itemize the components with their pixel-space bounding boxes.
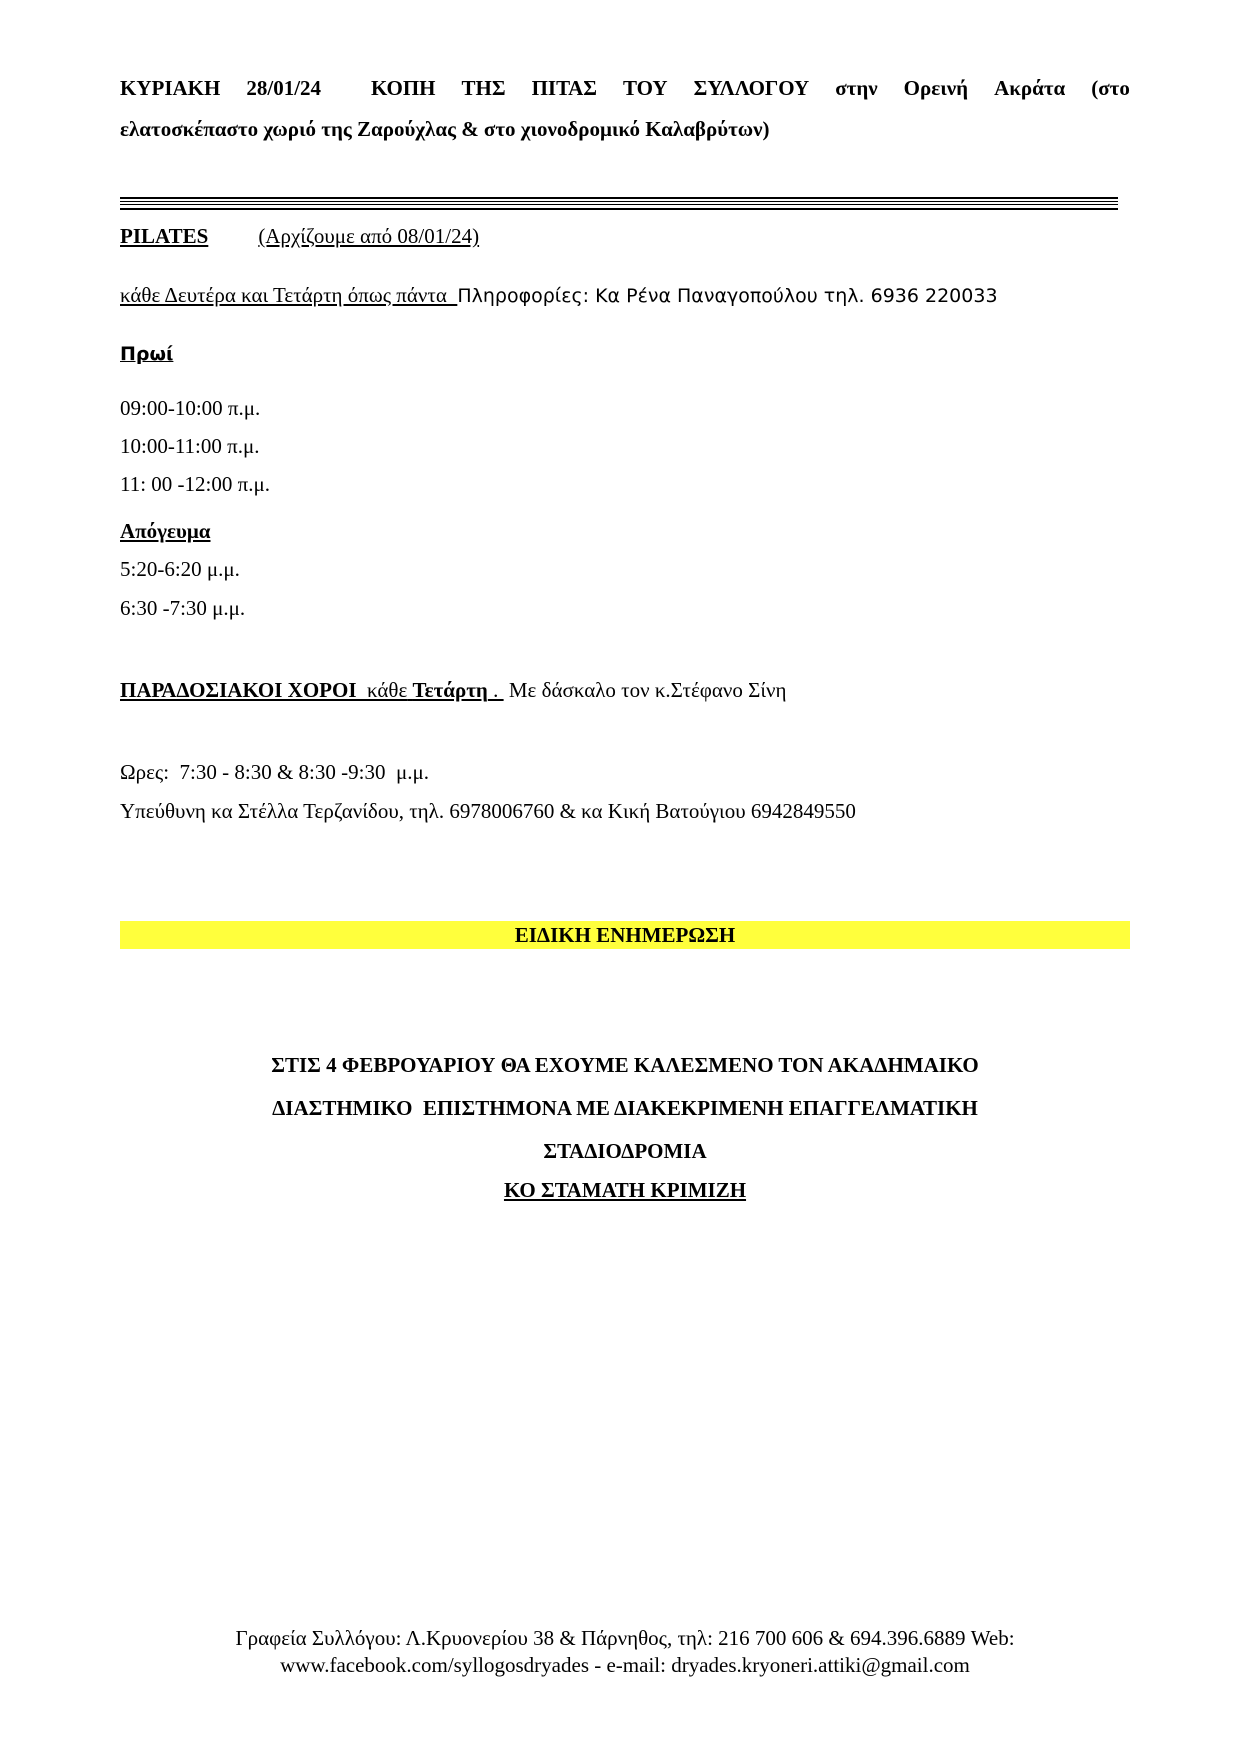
guest-name: ΚΟ ΣΤΑΜΑΤΗ ΚΡΙΜΙΖΗ [503,1178,747,1202]
footer-line-1: Γραφεία Συλλόγου: Λ.Κρυονερίου 38 & Πάρνηθος, τηλ: 216 700 606 & 694.396.6889 Web: [235,1626,1015,1650]
morning-slot: 10:00-11:00 π.μ. [120,434,260,458]
separator-line [120,197,1118,210]
header-word: ΤΟΥ [622,76,668,100]
pilates-title: PILATES [120,224,209,248]
morning-slot: 11: 00 -12:00 π.μ. [120,472,270,496]
dances-responsible: Υπεύθυνη κα Στέλλα Τερζανίδου, τηλ. 6978006760 & κα Κική Βατούγιου 6942849550 [120,799,856,823]
footer-line-2: www.facebook.com/syllogosdryades - e-mail: dryades.kryoneri.attiki@gmail.com [280,1653,970,1677]
afternoon-slot: 5:20-6:20 μ.μ. [120,557,240,581]
dances-title: ΠΑΡΑΔΟΣΙΑΚΟΙ ΧΟΡΟΙ [120,678,357,702]
header-line-2: ελατοσκέπαστο χωριό της Ζαρούχλας & στο χιονοδρομικό Καλαβρύτων) [120,117,770,141]
pilates-days-row [120,283,998,308]
dances-every: κάθε [367,678,408,702]
dances-dot: . [487,678,504,702]
header-word: ΚΥΡΙΑΚΗ [120,76,221,100]
header-word: ΠΙΤΑΣ [531,76,597,100]
special-highlight-bar [120,921,1130,949]
header-word: 28/01/24 [246,76,322,100]
pilates-subtitle: (Αρχίζουμε από 08/01/24) [258,224,480,248]
morning-slot: 09:00-10:00 π.μ. [120,396,261,420]
header-line-1 [120,76,1130,101]
dances-teacher: Με δάσκαλο τον κ.Στέφανο Σίνη [508,678,787,702]
pilates-days: κάθε Δευτέρα και Τετάρτη όπως πάντα [120,283,458,307]
dances-row [120,678,786,703]
header-word: ΤΗΣ [461,76,506,100]
header-word: Ακράτα [994,76,1066,100]
afternoon-heading: Απόγευμα [120,519,211,543]
header-word: στην [835,76,878,100]
morning-heading: Πρωί [120,343,174,365]
special-title: ΕΙΔΙΚΗ ΕΝΗΜΕΡΩΣΗ [514,923,736,947]
header-word: (στο [1091,76,1130,100]
pilates-heading [120,224,479,249]
special-line-1: ΣΤΙΣ 4 ΦΕΒΡΟΥΑΡΙΟΥ ΘΑ ΕΧΟΥΜΕ ΚΑΛΕΣΜΕΝΟ ΤΟΝ ΑΚΑΔΗΜΑΙΚΟ [271,1053,979,1077]
header-word: ΚΟΠΗ [371,76,436,100]
header-word: ΣΥΛΛΟΓΟΥ [693,76,810,100]
afternoon-slot: 6:30 -7:30 μ.μ. [120,596,246,620]
pilates-info: Πληροφορίες: Κα Ρένα Παναγοπούλου τηλ. 6936 220033 [457,285,998,307]
special-line-2: ΔΙΑΣΤΗΜΙΚΟ ΕΠΙΣΤΗΜΟΝΑ ΜΕ ΔΙΑΚΕΚΡΙΜΕΝΗ ΕΠΑΓΓΕΛΜΑΤΙΚΗ [272,1096,978,1120]
special-line-4 [120,1178,1130,1203]
header-word: Ορεινή [903,76,969,100]
dances-hours: Ωρες: 7:30 - 8:30 & 8:30 -9:30 μ.μ. [120,760,429,784]
dances-day: Τετάρτη [412,678,488,702]
special-line-3: ΣΤΑΔΙΟΔΡΟΜΙΑ [543,1139,707,1163]
